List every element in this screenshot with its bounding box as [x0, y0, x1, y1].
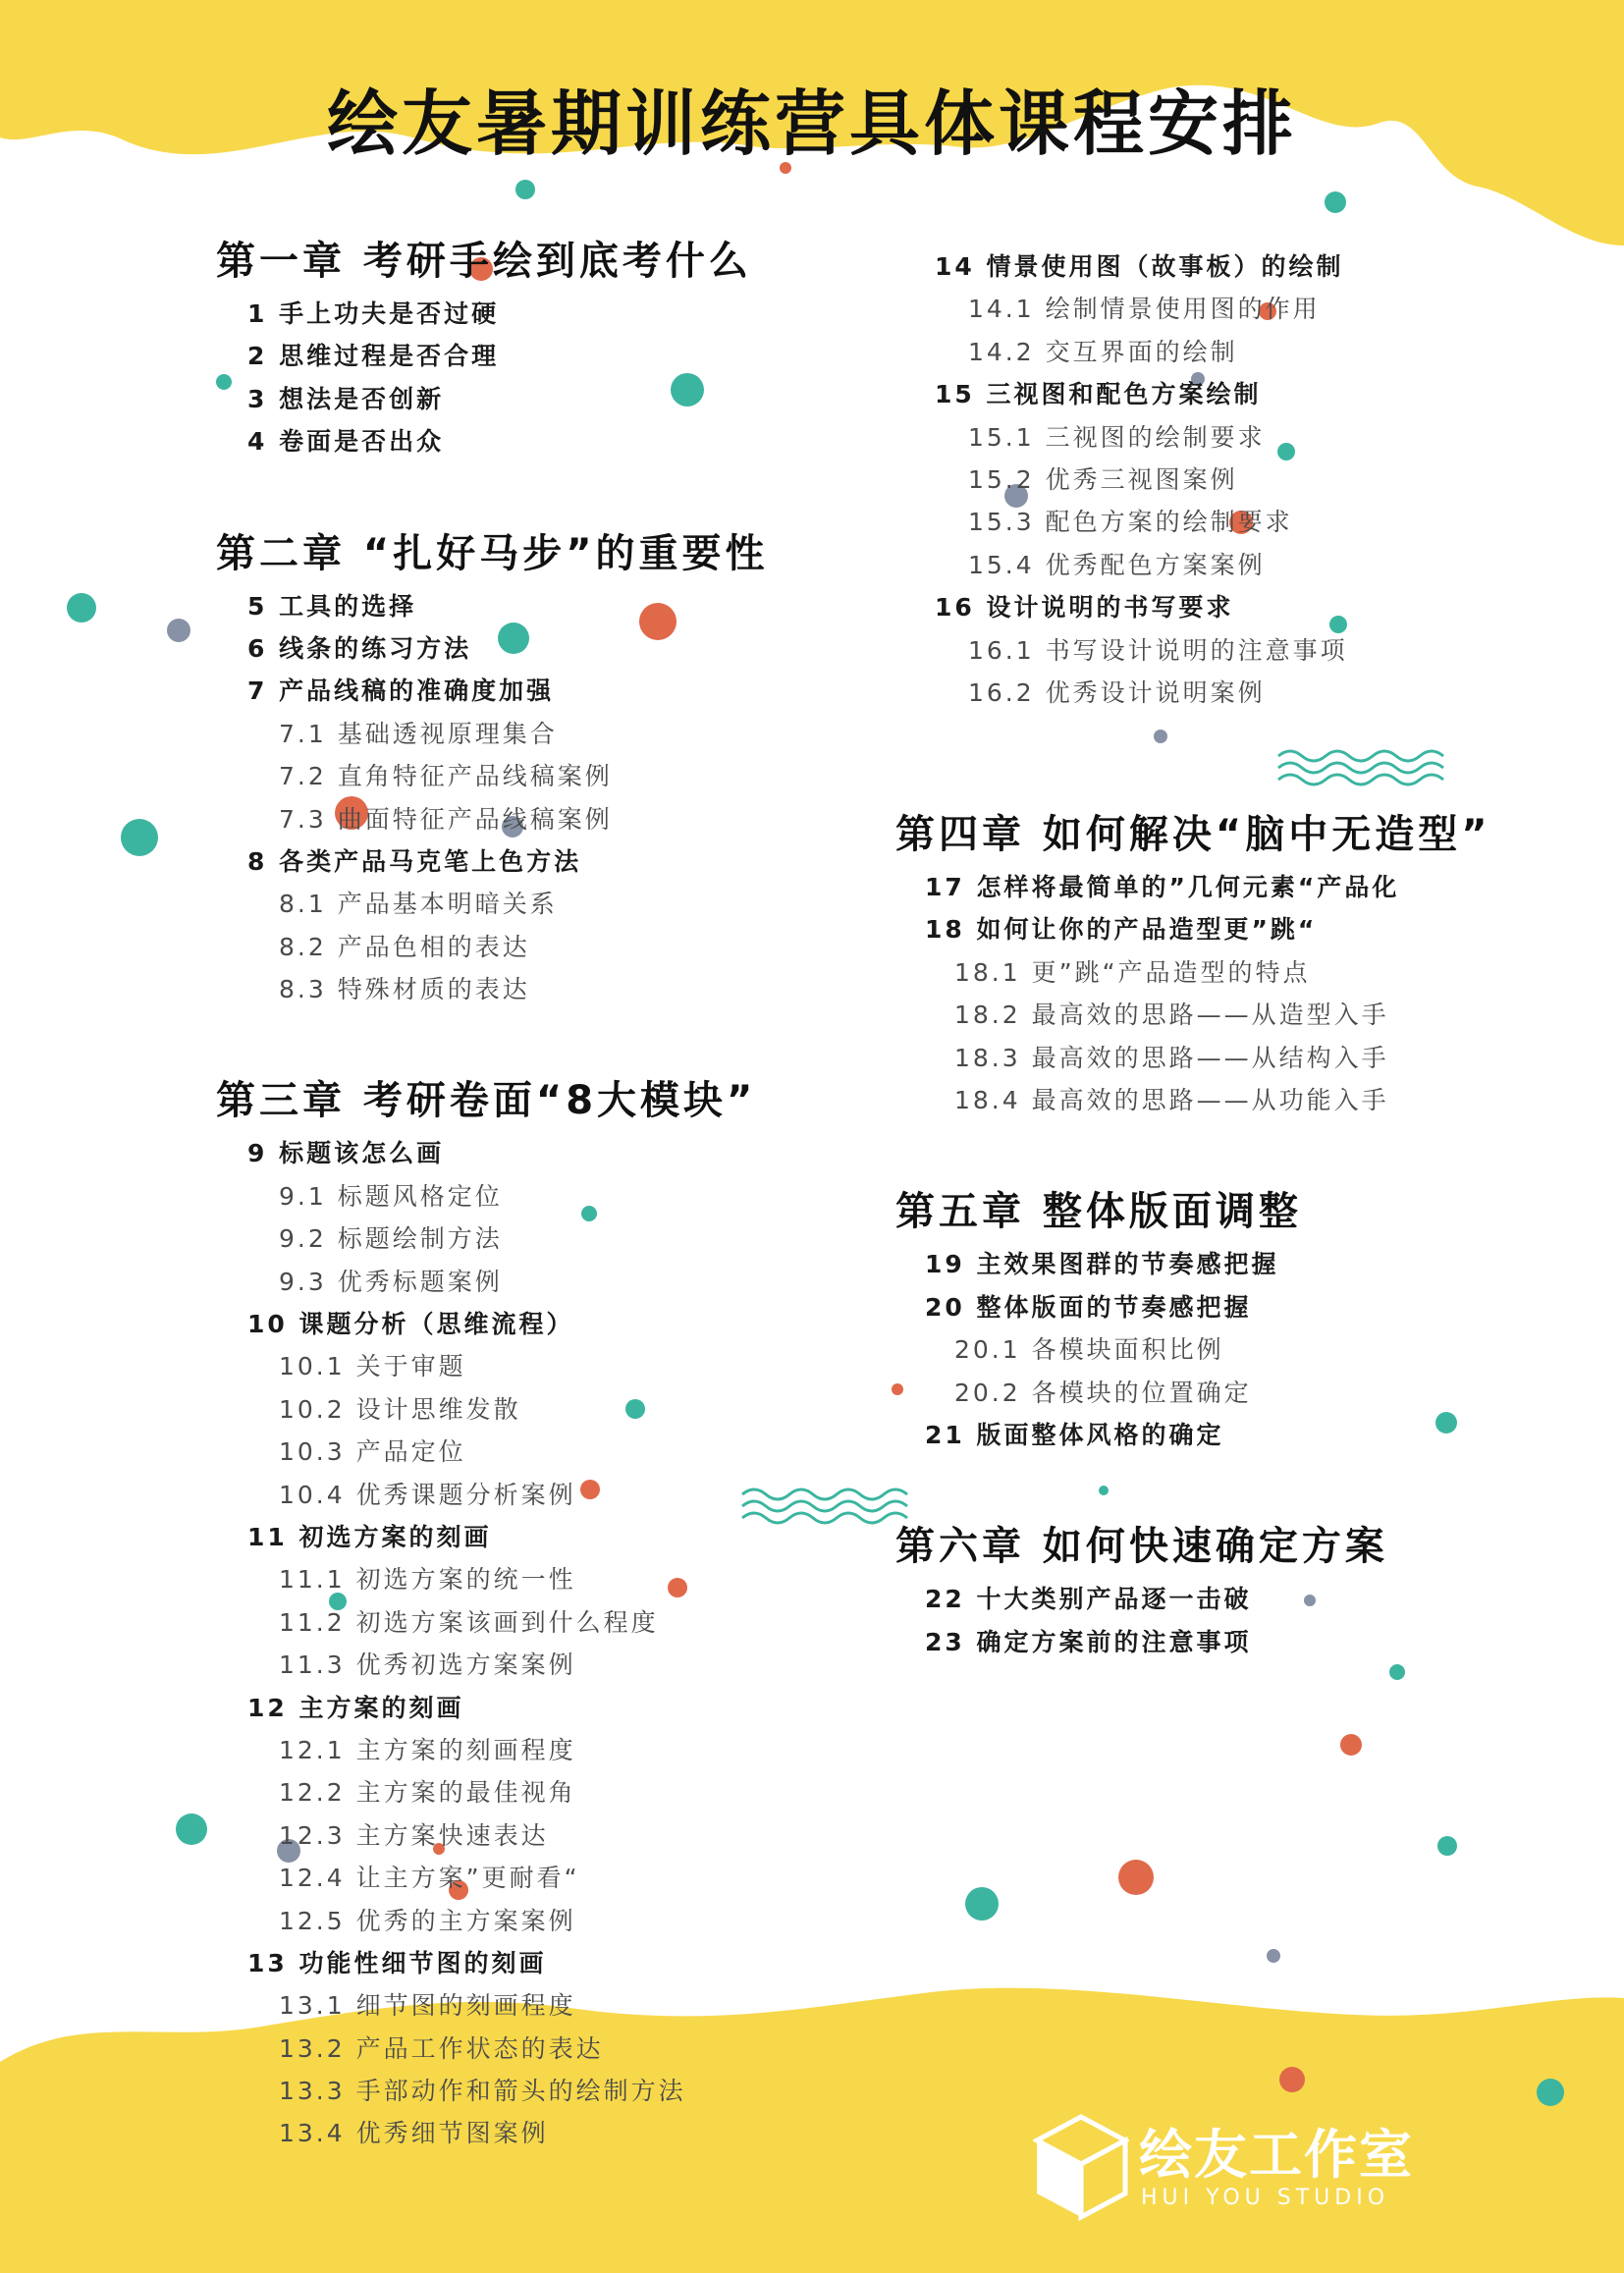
course-topic: 16 设计说明的书写要求	[935, 593, 1234, 622]
course-subtopic: 20.2 各模块的位置确定	[954, 1378, 1252, 1407]
course-topic: 11 初选方案的刻画	[247, 1522, 492, 1551]
course-subtopic: 18.2 最高效的思路——从造型入手	[954, 1001, 1389, 1030]
course-topic: 3 想法是否创新	[247, 384, 445, 413]
course-subtopic: 9.3 优秀标题案例	[279, 1267, 503, 1296]
course-subtopic: 14.1 绘制情景使用图的作用	[968, 295, 1321, 324]
course-subtopic: 9.1 标题风格定位	[279, 1181, 503, 1211]
section-spacer	[216, 463, 769, 522]
course-topic: 21 版面整体风格的确定	[925, 1420, 1224, 1449]
chapter-heading: 第六章 如何快速确定方案	[895, 1524, 1388, 1570]
course-topic: 9 标题该怎么画	[247, 1139, 445, 1168]
course-subtopic: 7.2 直角特征产品线稿案例	[279, 762, 613, 791]
chapter-heading: 第三章 考研卷面“8大模块”	[216, 1078, 757, 1124]
studio-logo	[1033, 2111, 1416, 2225]
section-spacer	[895, 1456, 1491, 1515]
course-topic: 6 线条的练习方法	[247, 633, 472, 663]
course-topic: 20 整体版面的节奏感把握	[925, 1292, 1252, 1322]
right-column-bottom	[895, 803, 1491, 1663]
course-topic: 4 卷面是否出众	[247, 427, 445, 457]
chapter-heading: 第一章 考研手绘到底考什么	[216, 239, 752, 284]
chapter-heading: 第四章 如何解决“脑中无造型”	[895, 812, 1491, 857]
course-topic: 8 各类产品马克笔上色方法	[247, 846, 582, 876]
course-topic: 10 课题分析（思维流程）	[247, 1310, 574, 1339]
course-subtopic: 20.1 各模块面积比例	[954, 1335, 1224, 1365]
course-subtopic: 9.2 标题绘制方法	[279, 1224, 503, 1254]
section-spacer	[216, 1010, 769, 1069]
course-topic: 1 手上功夫是否过硬	[247, 299, 500, 328]
course-topic: 15 三视图和配色方案绘制	[935, 380, 1262, 409]
course-subtopic: 18.4 最高效的思路——从功能入手	[954, 1085, 1389, 1114]
course-topic: 5 工具的选择	[247, 591, 417, 621]
course-topic: 12 主方案的刻画	[247, 1693, 464, 1722]
course-subtopic: 14.2 交互界面的绘制	[968, 337, 1238, 366]
cube-logo-icon	[1033, 2113, 1129, 2221]
course-subtopic: 13.2 产品工作状态的表达	[279, 2033, 604, 2063]
course-subtopic: 13.1 细节图的刻画程度	[279, 1991, 576, 2021]
course-topic: 13 功能性细节图的刻画	[247, 1948, 547, 1977]
chapter-heading: 第二章 “扎好马步”的重要性	[216, 530, 769, 576]
course-subtopic: 18.1 更”跳“产品造型的特点	[954, 957, 1311, 987]
course-topic: 2 思维过程是否合理	[247, 342, 500, 371]
course-subtopic: 12.4 让主方案”更耐看“	[279, 1864, 580, 1893]
course-subtopic: 11.3 优秀初选方案案例	[279, 1651, 576, 1680]
course-subtopic: 7.3 曲面特征产品线稿案例	[279, 804, 613, 834]
section-spacer	[895, 1121, 1491, 1180]
studio-logo-name: 绘友工作室	[1139, 2124, 1414, 2186]
left-column	[216, 230, 769, 2155]
course-subtopic: 12.1 主方案的刻画程度	[279, 1735, 576, 1764]
course-subtopic: 15.1 三视图的绘制要求	[968, 422, 1266, 452]
course-subtopic: 15.4 优秀配色方案案例	[968, 550, 1266, 579]
right-column-top	[935, 245, 1348, 714]
course-subtopic: 10.2 设计思维发散	[279, 1394, 521, 1424]
course-subtopic: 8.1 产品基本明暗关系	[279, 890, 558, 919]
course-subtopic: 18.3 最高效的思路——从结构入手	[954, 1043, 1389, 1072]
course-subtopic: 8.3 特殊材质的表达	[279, 975, 530, 1004]
course-subtopic: 12.3 主方案快速表达	[279, 1820, 549, 1850]
course-topic: 22 十大类别产品逐一击破	[925, 1585, 1252, 1614]
page-title: 绘友暑期训练营具体课程安排	[326, 82, 1297, 165]
course-subtopic: 11.1 初选方案的统一性	[279, 1565, 576, 1595]
course-subtopic: 10.1 关于审题	[279, 1352, 466, 1381]
studio-logo-subtitle: HUI YOU STUDIO	[1141, 2186, 1390, 2210]
course-subtopic: 10.3 产品定位	[279, 1437, 466, 1467]
course-subtopic: 15.2 优秀三视图案例	[968, 464, 1238, 494]
course-topic: 17 怎样将最简单的”几何元素“产品化	[925, 873, 1400, 901]
course-topic: 23 确定方案前的注意事项	[925, 1627, 1252, 1656]
course-topic: 7 产品线稿的准确度加强	[247, 676, 555, 706]
course-subtopic: 12.5 优秀的主方案案例	[279, 1906, 576, 1935]
course-subtopic: 7.1 基础透视原理集合	[279, 719, 558, 748]
course-subtopic: 12.2 主方案的最佳视角	[279, 1778, 576, 1808]
course-subtopic: 13.4 优秀细节图案例	[279, 2119, 549, 2148]
course-subtopic: 16.2 优秀设计说明案例	[968, 677, 1266, 707]
chapter-heading: 第五章 整体版面调整	[895, 1189, 1302, 1235]
course-subtopic: 15.3 配色方案的绘制要求	[968, 508, 1293, 537]
course-subtopic: 11.2 初选方案该画到什么程度	[279, 1607, 659, 1637]
course-subtopic: 8.2 产品色相的表达	[279, 932, 530, 961]
teal-wave-mark-1	[1278, 751, 1443, 785]
course-subtopic: 10.4 优秀课题分析案例	[279, 1480, 576, 1509]
course-subtopic: 16.1 书写设计说明的注意事项	[968, 635, 1348, 665]
course-topic: 14 情景使用图（故事板）的绘制	[935, 252, 1344, 281]
course-subtopic: 13.3 手部动作和箭头的绘制方法	[279, 2077, 686, 2106]
course-topic: 19 主效果图群的节奏感把握	[925, 1250, 1279, 1279]
course-topic: 18 如何让你的产品造型更”跳“	[925, 915, 1318, 945]
